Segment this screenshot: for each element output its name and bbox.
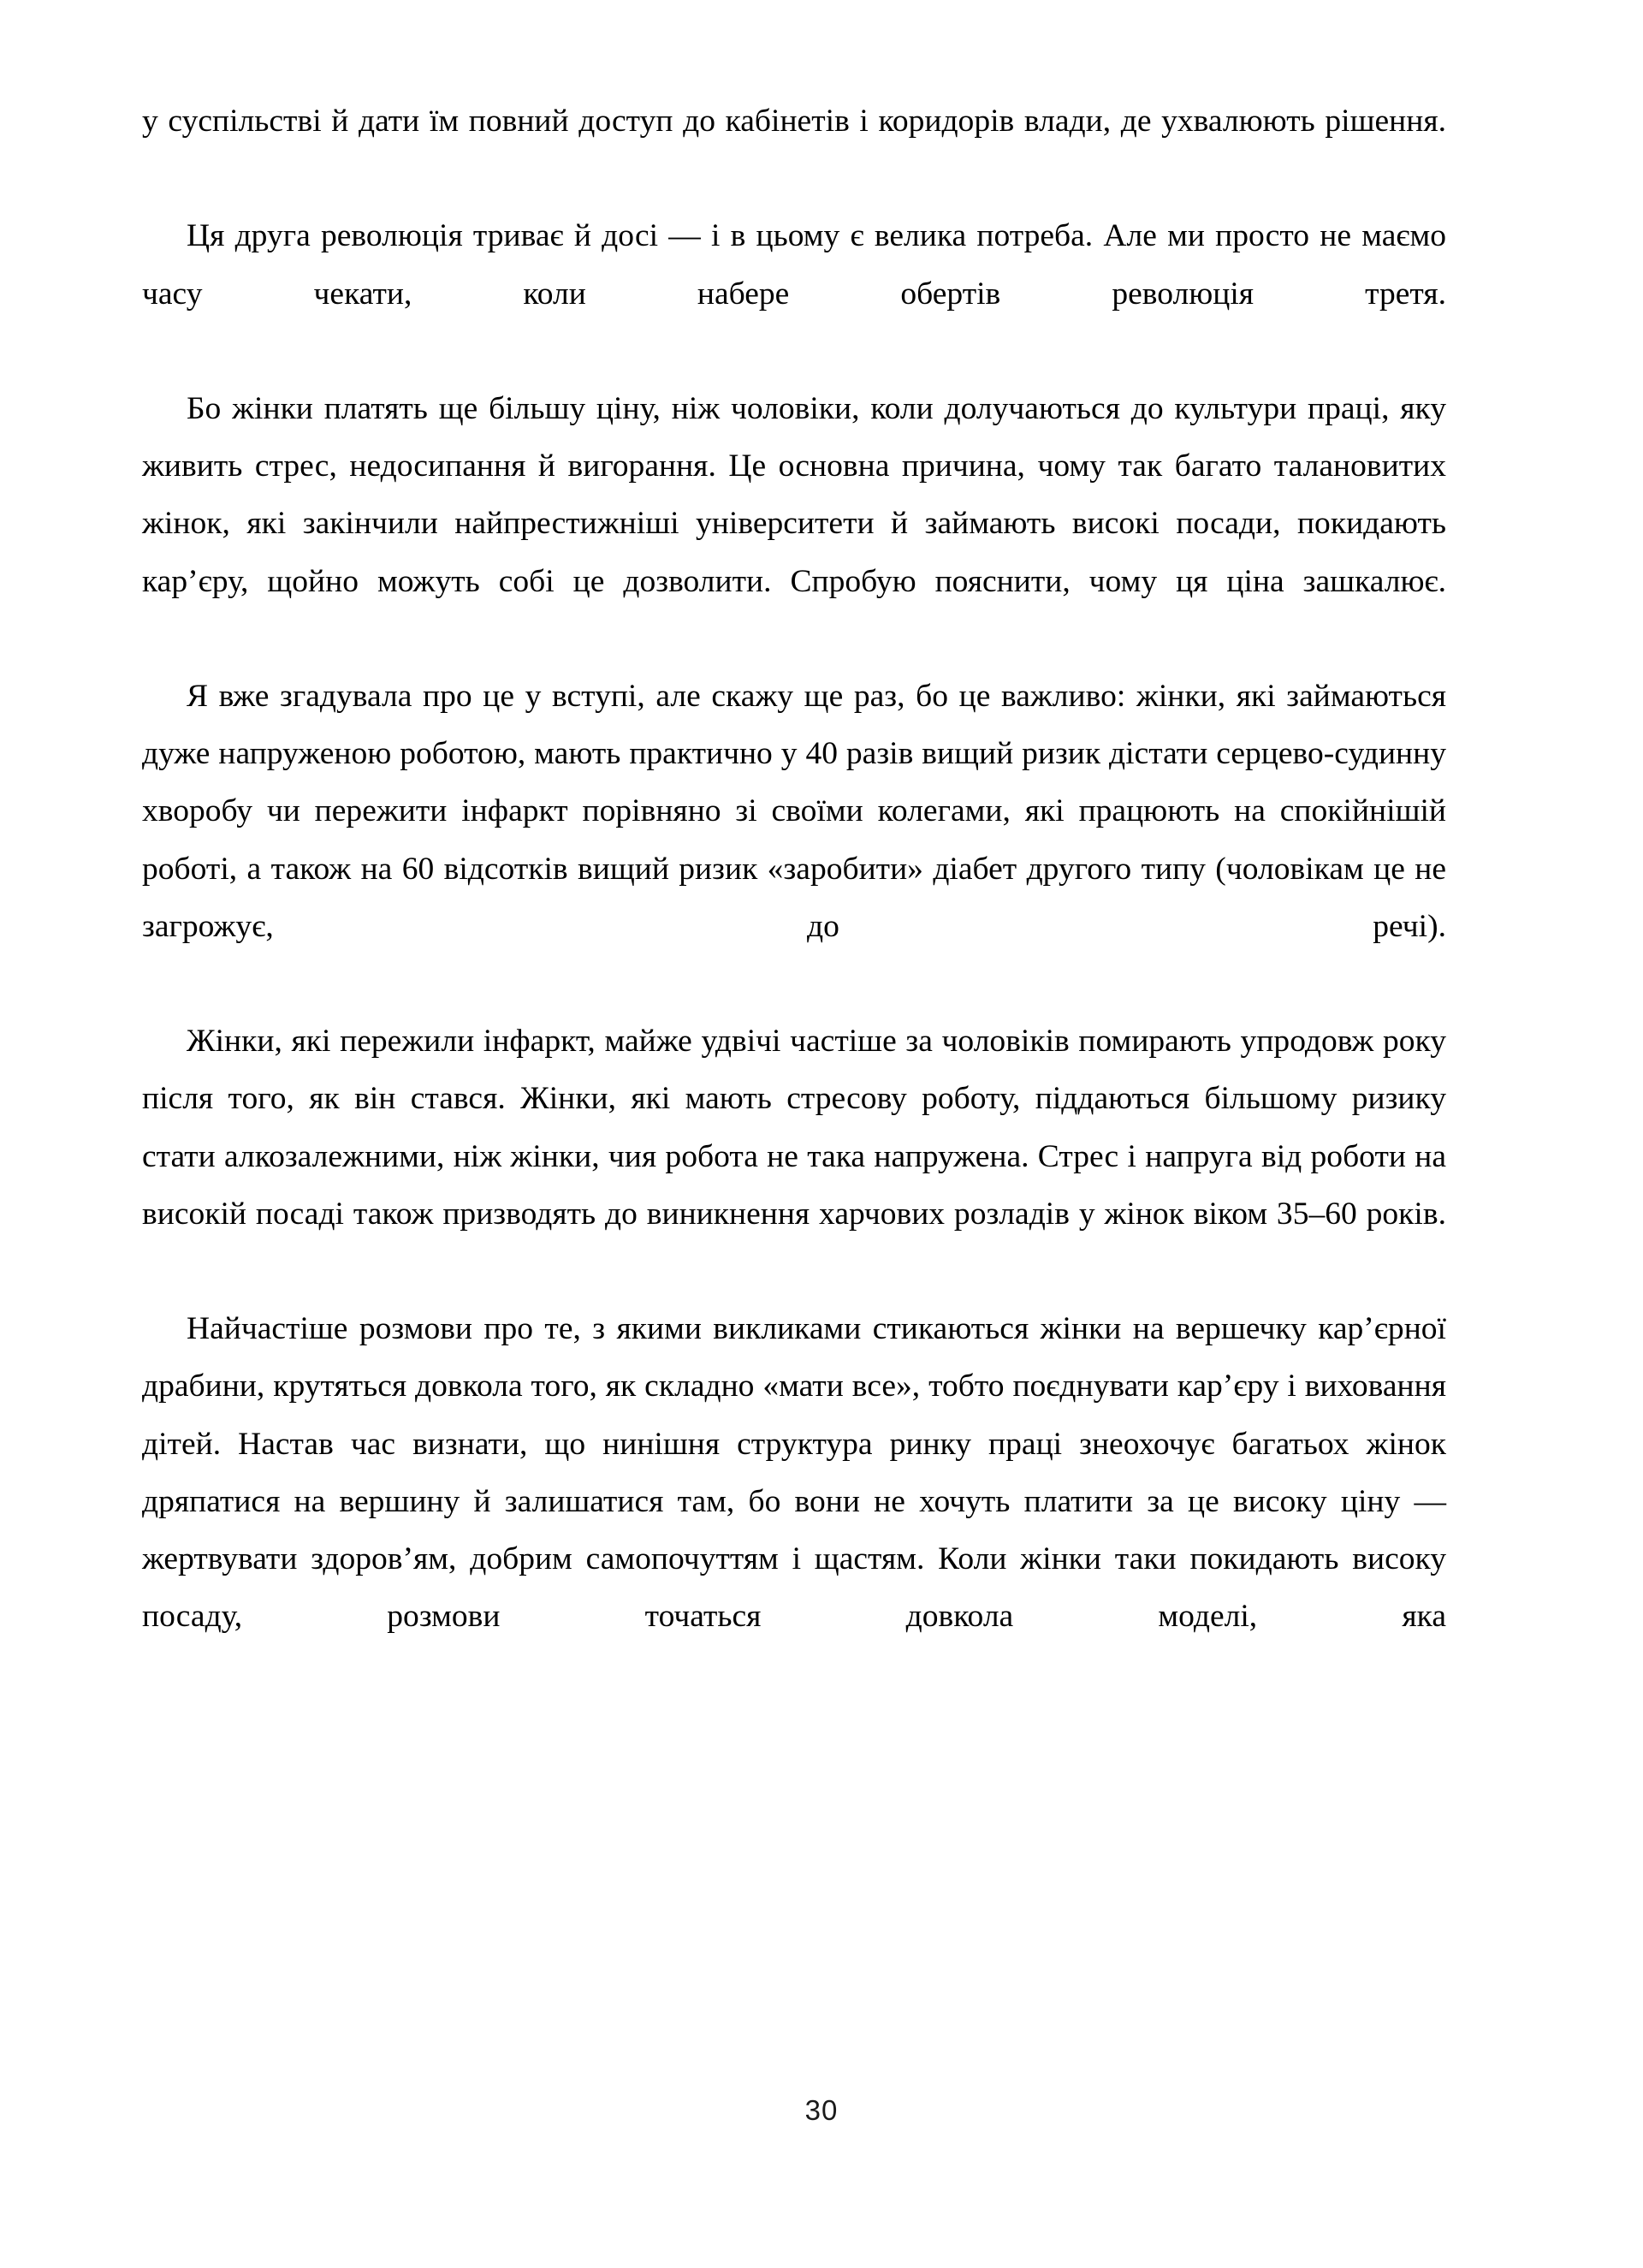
body-text-column: [142, 92, 1446, 1703]
paragraph: Бо жінки платять ще більшу ціну, ніж чоловіки, коли долучаються до культури праці, яку живить стрес, недосипання й вигорання. Це основна причина, чому так багато талановитих жінок, які закінчили найпрестижніші університети й займають високі посади, покидають кар’єру, щойно можуть собі це дозволити. Спробую пояснити, чому ця ціна зашкалює.: [142, 391, 1446, 599]
paragraph-continuation: у суспільстві й дати їм повний доступ до кабінетів і коридорів влади, де ухвалюють рішення.: [142, 104, 1446, 139]
paragraph: Ця друга революція триває й досі — і в цьому є велика потреба. Але ми просто не маємо часу чекати, коли набере обертів революція третя.: [142, 218, 1446, 312]
paragraph: Жінки, які пережили інфаркт, майже удвічі частіше за чоловіків помирають упродовж року після того, як він стався. Жінки, які мають стресову роботу, піддаються більшому ризику стати алкозалежними, ніж жінки, чия робота не така напружена. Стрес і напруга від роботи на високій посаді також призводять до виникнення харчових розладів у жінок віком 35–60 років.: [142, 1024, 1446, 1232]
paragraph: Найчастіше розмови про те, з якими викликами стикаються жінки на вершечку кар’єрної драбини, крутяться довкола того, як складно «мати все», тобто поєднувати кар’єру і виховання дітей. Настав час визнати, що нинішня структура ринку праці знеохочує багатьох жінок дряпатися на вершину й залишатися там, бо вони не хочуть платити за це високу ціну — жертвувати здоров’ям, добрим самопочуттям і щастям. Коли жінки таки покидають високу посаду, розмови точаться довкола моделі, яка: [142, 1311, 1446, 1635]
paragraph: Я вже згадувала про це у вступі, але скажу ще раз, бо це важливо: жінки, які займаються дуже напруженою роботою, мають практично у 40 разів вищий ризик дістати серцево-судинну хворобу чи пережити інфаркт порівняно зі своїми колегами, які працюють на спокійнішій роботі, а також на 60 відсотків вищий ризик «заробити» діабет другого типу (чоловікам це не загрожує, до речі).: [142, 679, 1446, 944]
page-number: 30: [804, 2094, 839, 2126]
